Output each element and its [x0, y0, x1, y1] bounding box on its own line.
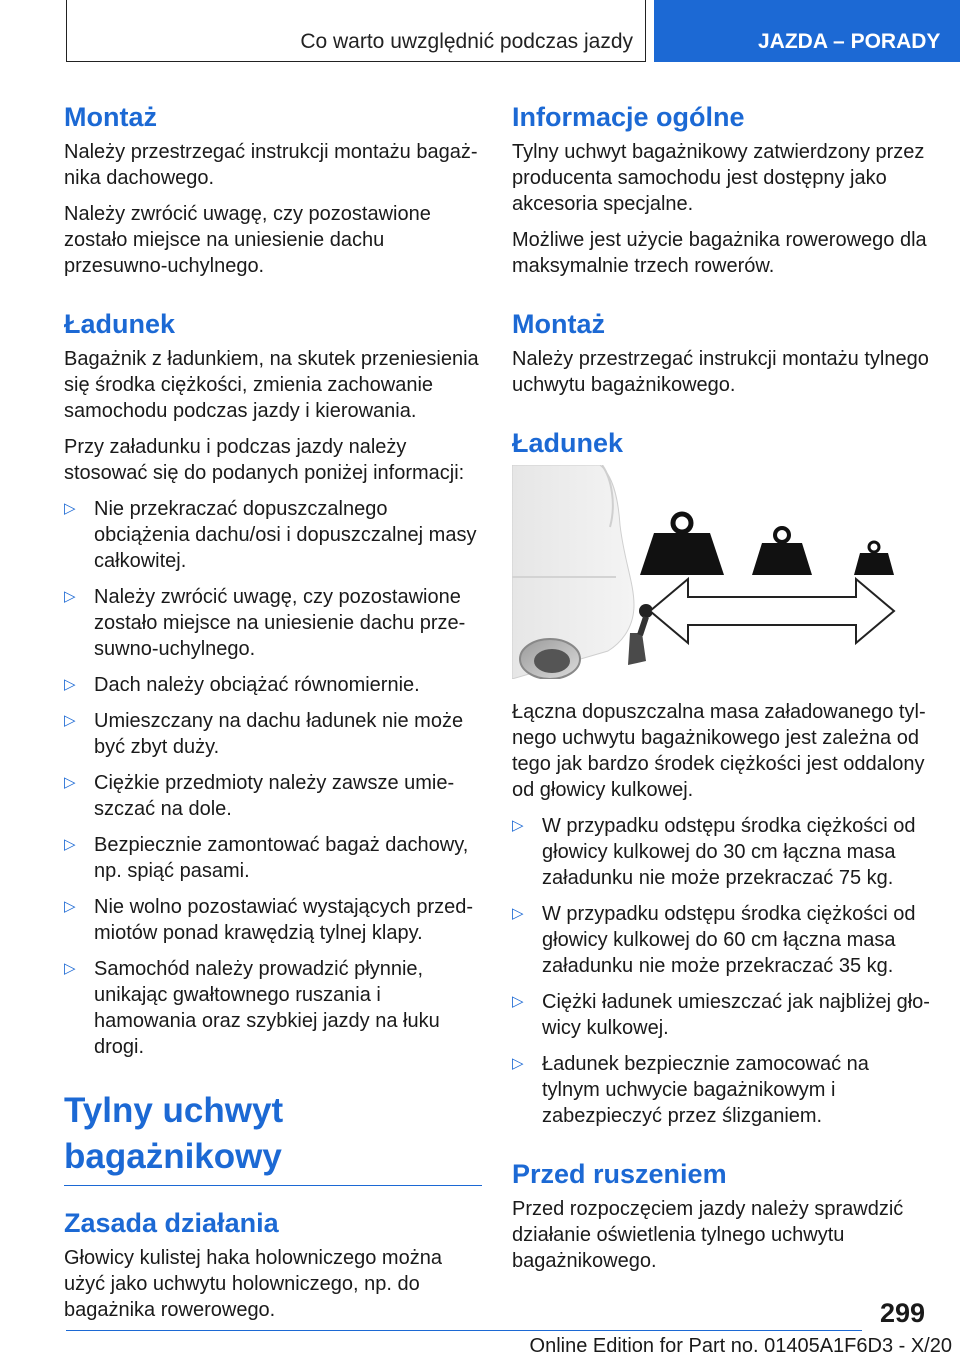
- list-item-text: W przypadku odstępu środka ciężkości od głowicy kulkowej do 30 cm łączna masa załadunku nie może przekraczać 75 kg.: [542, 815, 916, 890]
- list-item: [512, 989, 930, 1041]
- load-weight-illustration: [512, 465, 924, 679]
- header-section-title: Co warto uwzględnić podczas jazdy: [300, 30, 633, 53]
- paragraph: Należy przestrzegać instrukcji montażu tylnego uchwytu bagażnikowego.: [512, 348, 929, 397]
- heading-ladunek: Ładunek: [64, 309, 176, 340]
- double-arrow-icon: [650, 579, 894, 643]
- weight-large-icon: [640, 514, 724, 575]
- weight-medium-icon: [752, 528, 812, 575]
- footer-edition-text: Online Edition for Part no. 01405A1F6D3 - X/20: [529, 1335, 952, 1357]
- list-item: [64, 672, 482, 698]
- list-item-text: Należy zwrócić uwagę, czy pozostawione zostało miejsce na uniesienie dachu przesuwno-uchylnego.: [94, 586, 466, 661]
- paragraph: Należy zwrócić uwagę, czy pozostawione zostało miejsce na uniesienie dachu przesuwno-uchylnego.: [64, 203, 431, 278]
- paragraph: Przy załadunku i podczas jazdy należy stosować się do podanych poniżej informacji:: [64, 436, 465, 485]
- exhaust-opening: [534, 649, 570, 673]
- chapter-title: Tylny uchwyt bagażnikowy: [64, 1088, 482, 1186]
- section-przed-ruszeniem: [512, 1157, 930, 1274]
- triangle-bullet-icon: ▷: [512, 993, 524, 1011]
- triangle-bullet-icon: ▷: [64, 588, 76, 606]
- right-column: [512, 100, 930, 1302]
- list-item-text: Bezpiecznie zamontować bagaż dachowy, np. spiąć pasami.: [94, 834, 469, 883]
- list-item: [64, 496, 482, 574]
- heading-przed: Przed ruszeniem: [512, 1159, 727, 1190]
- triangle-bullet-icon: ▷: [512, 1055, 524, 1073]
- paragraph: Głowicy kulistej haka holowniczego można użyć jako uchwytu holowniczego, np. do bagażnika rowerowego.: [64, 1247, 442, 1322]
- list-item: [64, 770, 482, 822]
- list-item: [64, 584, 482, 662]
- list-item-text: Nie wolno pozostawiać wystających przedmiotów ponad krawędzią tylnej klapy.: [94, 896, 474, 945]
- list-item: [64, 708, 482, 760]
- list-item-text: Ciężki ładunek umieszczać jak najbliżej głowicy kulkowej.: [542, 991, 930, 1040]
- list-item-text: Ładunek bezpiecznie zamocować na tylnym uchwycie bagażnikowym i zabezpieczyć przez ślizganiem.: [542, 1053, 869, 1128]
- tow-neck: [640, 617, 646, 635]
- list-item: [64, 832, 482, 884]
- triangle-bullet-icon: ▷: [512, 905, 524, 923]
- list-item: [64, 956, 482, 1060]
- footer-edition: [0, 1335, 960, 1358]
- footer-divider: [66, 1330, 862, 1331]
- triangle-bullet-icon: ▷: [64, 712, 76, 730]
- list-item-text: W przypadku odstępu środka ciężkości od głowicy kulkowej do 60 cm łączna masa załadunku nie może przekraczać 35 kg.: [542, 903, 916, 978]
- triangle-bullet-icon: ▷: [64, 774, 76, 792]
- weight-small-icon: [854, 542, 894, 575]
- section-info: [512, 100, 930, 279]
- triangle-bullet-icon: ▷: [64, 500, 76, 518]
- tow-bar-icon: [628, 633, 646, 665]
- paragraph: Należy przestrzegać instrukcji montażu bagażnika dachowego.: [64, 141, 478, 190]
- section-montaz-roof: [64, 100, 482, 279]
- heading-montaz: Montaż: [64, 102, 157, 132]
- list-item-text: Umieszczany na dachu ładunek nie może być zbyt duży.: [94, 710, 464, 759]
- header-section-box: [66, 0, 646, 62]
- triangle-bullet-icon: ▷: [64, 676, 76, 694]
- page-number: 299: [880, 1298, 926, 1328]
- paragraph: Przed rozpoczęciem jazdy należy sprawdzić działanie oświetlenia tylnego uchwytu bagażnikowego.: [512, 1198, 904, 1273]
- triangle-bullet-icon: ▷: [64, 836, 76, 854]
- list-item-text: Dach należy obciążać równomiernie.: [94, 674, 420, 697]
- chapter-heading-block: [64, 1088, 482, 1186]
- section-ladunek-roof: [64, 307, 482, 1060]
- list-item: [64, 894, 482, 946]
- triangle-bullet-icon: ▷: [64, 898, 76, 916]
- heading-zasada: Zasada działania: [64, 1208, 279, 1239]
- heading-montaz-rear: Montaż: [512, 309, 605, 340]
- heading-ladunek-rear: Ładunek: [512, 428, 624, 459]
- list-item: [512, 813, 930, 891]
- paragraph: Możliwe jest użycie bagażnika rowerowego dla maksymalnie trzech rowerów.: [512, 229, 927, 278]
- section-ladunek-rear: [512, 426, 930, 1129]
- triangle-bullet-icon: ▷: [512, 817, 524, 835]
- bullet-list: [512, 813, 930, 1129]
- paragraph: Tylny uchwyt bagażnikowy zatwierdzony przez producenta samochodu jest dostępny jako akcesoria specjalne.: [512, 141, 925, 216]
- left-column: [64, 100, 482, 1351]
- heading-info: Informacje ogólne: [512, 102, 745, 132]
- bullet-list: [64, 496, 482, 1060]
- list-item: [512, 901, 930, 979]
- section-zasada: [64, 1206, 482, 1323]
- header-chapter-label: JAZDA – PORADY: [758, 30, 941, 53]
- list-item-text: Nie przekraczać dopuszczalnego obciążenia dachu/osi i dopuszczalnej masy całkowitej.: [94, 498, 477, 573]
- list-item-text: Ciężkie przedmioty należy zawsze umieszczać na dole.: [94, 772, 455, 821]
- triangle-bullet-icon: ▷: [64, 960, 76, 978]
- section-montaz-rear: [512, 307, 930, 398]
- paragraph: Bagażnik z ładunkiem, na skutek przeniesienia się środka ciężkości, zmienia zachowanie samochodu podczas jazdy i kierowania.: [64, 348, 479, 423]
- header-chapter-tab: [654, 0, 960, 62]
- list-item: [512, 1051, 930, 1129]
- list-item-text: Samochód należy prowadzić płynnie, unikając gwałtownego ruszania i hamowania oraz szybkiej jazdy na łuku drogi.: [94, 958, 440, 1059]
- paragraph: Łączna dopuszczalna masa załadowanego tylnego uchwytu bagażnikowego jest zależna od tego jak bardzo środek ciężkości jest oddalony od głowicy kulkowej.: [512, 701, 926, 802]
